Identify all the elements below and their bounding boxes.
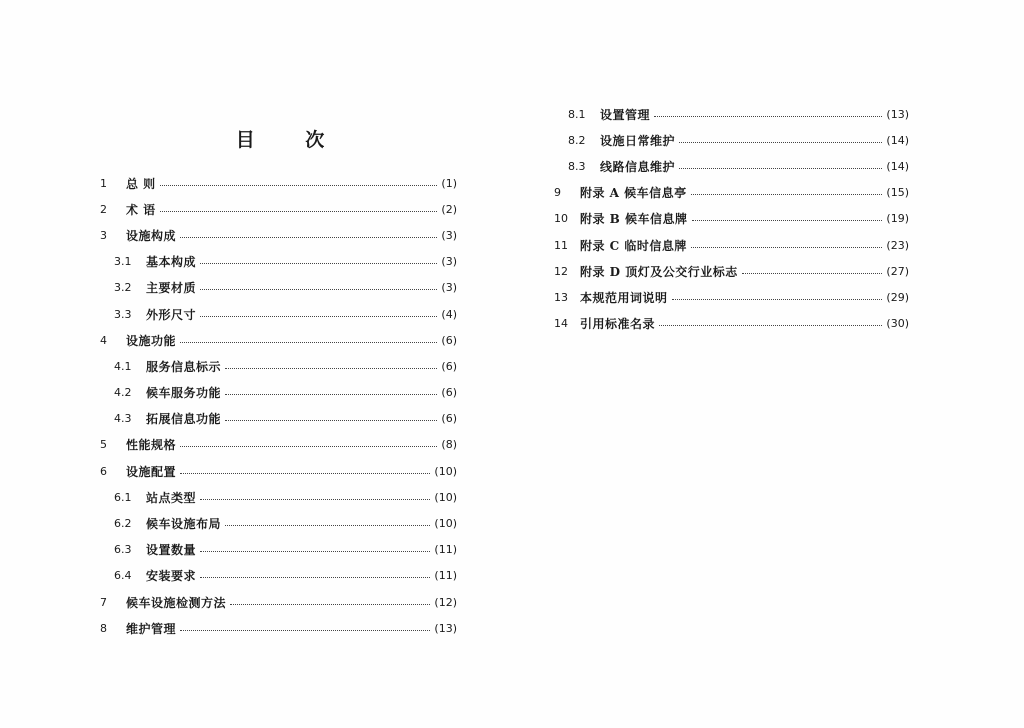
toc-entry-page: (19): [886, 212, 909, 226]
toc-entry-label: 基本构成: [146, 255, 197, 270]
toc-entry-number: 4.1: [114, 359, 132, 373]
dot-leader: [679, 168, 882, 169]
dot-leader: [180, 342, 437, 343]
toc-entry[interactable]: [554, 180, 909, 206]
dot-leader: [742, 273, 883, 274]
toc-entry-page: (15): [886, 186, 909, 200]
toc-entry[interactable]: [100, 537, 457, 563]
dot-leader: [230, 604, 430, 605]
toc-entry-number: 9: [554, 186, 561, 200]
toc-entry-page: (6): [441, 333, 457, 347]
dot-leader: [225, 420, 437, 421]
dot-leader: [160, 211, 438, 212]
toc-entry-label: 维护管理: [126, 621, 177, 636]
dot-leader: [659, 325, 882, 326]
toc-entry-label: 设置管理: [600, 107, 651, 122]
toc-entry-label: 候车设施检测方法: [126, 595, 227, 610]
toc-entry-page: (6): [441, 412, 457, 426]
toc-entry-label: 总 则: [126, 176, 156, 191]
dot-leader: [654, 116, 882, 117]
toc-entry-page: (11): [434, 569, 457, 583]
toc-entry[interactable]: [100, 615, 457, 641]
toc-entry-label: 引用标准名录: [580, 317, 656, 332]
toc-entry-page: (4): [441, 307, 457, 321]
toc-entry[interactable]: [100, 222, 457, 248]
toc-entry-number: 13: [554, 290, 568, 304]
toc-entry[interactable]: [100, 563, 457, 589]
toc-entry-page: (27): [886, 264, 909, 278]
toc-entry-label: 设施构成: [126, 228, 177, 243]
toc-entry[interactable]: [100, 353, 457, 379]
toc-entry-number: 8.3: [568, 159, 586, 173]
toc-entry[interactable]: [100, 301, 457, 327]
toc-entry-number: 8: [100, 621, 107, 635]
toc-entry[interactable]: [100, 170, 457, 196]
toc-entry-label: 设施日常维护: [600, 133, 676, 148]
toc-entry-page: (14): [886, 159, 909, 173]
toc-entry-number: 6.4: [114, 569, 132, 583]
toc-entry[interactable]: [100, 406, 457, 432]
dot-leader: [679, 142, 882, 143]
toc-entry-number: 14: [554, 317, 568, 331]
toc-entry-page: (10): [434, 464, 457, 478]
toc-entry-page: (6): [441, 386, 457, 400]
dot-leader: [691, 247, 882, 248]
dot-leader: [225, 368, 437, 369]
dot-leader: [200, 316, 437, 317]
toc-entry-number: 4.2: [114, 386, 132, 400]
toc-entry-page: (13): [886, 107, 909, 121]
toc-entry-label: 服务信息标示: [146, 359, 222, 374]
toc-entry-number: 8.1: [568, 107, 586, 121]
toc-entry[interactable]: [100, 432, 457, 458]
toc-entry-number: 7: [100, 595, 107, 609]
toc-entry-number: 4.3: [114, 412, 132, 426]
toc-entry[interactable]: [100, 275, 457, 301]
toc-entry-page: (11): [434, 543, 457, 557]
dot-leader: [180, 630, 430, 631]
toc-entry-page: (3): [441, 255, 457, 269]
toc-entry-page: (10): [434, 517, 457, 531]
toc-entry[interactable]: [554, 232, 909, 258]
toc-entry-page: (10): [434, 490, 457, 504]
dot-leader: [180, 237, 437, 238]
toc-entry-number: 3.1: [114, 255, 132, 269]
toc-entry-number: 3.2: [114, 281, 132, 295]
dot-leader: [180, 446, 437, 447]
toc-entry-page: (23): [886, 238, 909, 252]
toc-entry[interactable]: [100, 249, 457, 275]
toc-entry-number: 5: [100, 438, 107, 452]
dot-leader: [200, 289, 437, 290]
toc-entry-number: 12: [554, 264, 568, 278]
toc-entry[interactable]: [100, 196, 457, 222]
dot-leader: [225, 525, 430, 526]
toc-entry-page: (3): [441, 281, 457, 295]
toc-entry-label: 候车服务功能: [146, 386, 222, 401]
toc-entry-label: 设施功能: [126, 333, 177, 348]
toc-entry-number: 6.2: [114, 517, 132, 531]
toc-entry-number: 2: [100, 202, 107, 216]
toc-entry-label: 附录 B 候车信息牌: [580, 212, 688, 227]
toc-entry-page: (30): [886, 317, 909, 331]
toc-entry[interactable]: [100, 484, 457, 510]
toc-entry-number: 3.3: [114, 307, 132, 321]
toc-entry-number: 4: [100, 333, 107, 347]
toc-entry[interactable]: [554, 153, 909, 179]
dot-leader: [160, 185, 438, 186]
toc-entry-page: (13): [434, 621, 457, 635]
toc-entry[interactable]: [554, 284, 909, 310]
toc-entry[interactable]: [100, 327, 457, 353]
toc-entry-label: 附录 A 候车信息亭: [580, 186, 687, 201]
toc-entry-label: 线路信息维护: [600, 159, 676, 174]
toc-entry-number: 3: [100, 228, 107, 242]
toc-entry-label: 站点类型: [146, 490, 197, 505]
toc-entry-label: 附录 D 顶灯及公交行业标志: [580, 264, 738, 279]
toc-entry-number: 6: [100, 464, 107, 478]
dot-leader: [200, 263, 437, 264]
toc-entry-page: (8): [441, 438, 457, 452]
toc-entry[interactable]: [100, 589, 457, 615]
dot-leader: [200, 577, 430, 578]
toc-entry[interactable]: [554, 206, 909, 232]
toc-entry[interactable]: [100, 510, 457, 536]
toc-entry-page: (29): [886, 290, 909, 304]
toc-entry-number: 6.1: [114, 490, 132, 504]
toc-entry-label: 候车设施布局: [146, 517, 222, 532]
dot-leader: [200, 551, 430, 552]
dot-leader: [691, 194, 883, 195]
toc-entry-number: 10: [554, 212, 568, 226]
toc-entry[interactable]: [554, 127, 909, 153]
toc-entry-label: 本规范用词说明: [580, 290, 668, 305]
toc-entry[interactable]: [100, 380, 457, 406]
toc-entry[interactable]: [100, 458, 457, 484]
toc-entry-number: 6.3: [114, 543, 132, 557]
dot-leader: [200, 499, 430, 500]
toc-left-column: [100, 170, 457, 641]
toc-entry-label: 拓展信息功能: [146, 412, 222, 427]
toc-entry-page: (1): [441, 176, 457, 190]
toc-entry-page: (14): [886, 133, 909, 147]
toc-entry-label: 术 语: [126, 202, 156, 217]
toc-entry-label: 主要材质: [146, 281, 197, 296]
toc-right-column: [554, 101, 909, 337]
dot-leader: [180, 473, 430, 474]
toc-entry-page: (12): [434, 595, 457, 609]
dot-leader: [672, 299, 883, 300]
dot-leader: [692, 220, 883, 221]
toc-entry-label: 设置数量: [146, 543, 197, 558]
toc-entry-label: 安装要求: [146, 569, 197, 584]
toc-entry-page: (3): [441, 228, 457, 242]
toc-entry[interactable]: [554, 258, 909, 284]
toc-entry-number: 1: [100, 176, 107, 190]
toc-entry-page: (2): [441, 202, 457, 216]
toc-entry-number: 8.2: [568, 133, 586, 147]
toc-entry-page: (6): [441, 359, 457, 373]
toc-entry-label: 外形尺寸: [146, 307, 197, 322]
toc-entry-number: 11: [554, 238, 568, 252]
toc-entry[interactable]: [554, 311, 909, 337]
toc-entry[interactable]: [554, 101, 909, 127]
page-title: 目 次: [235, 129, 347, 151]
toc-entry-label: 性能规格: [126, 438, 177, 453]
toc-entry-label: 附录 C 临时信息牌: [580, 238, 687, 253]
dot-leader: [225, 394, 437, 395]
toc-entry-label: 设施配置: [126, 464, 177, 479]
